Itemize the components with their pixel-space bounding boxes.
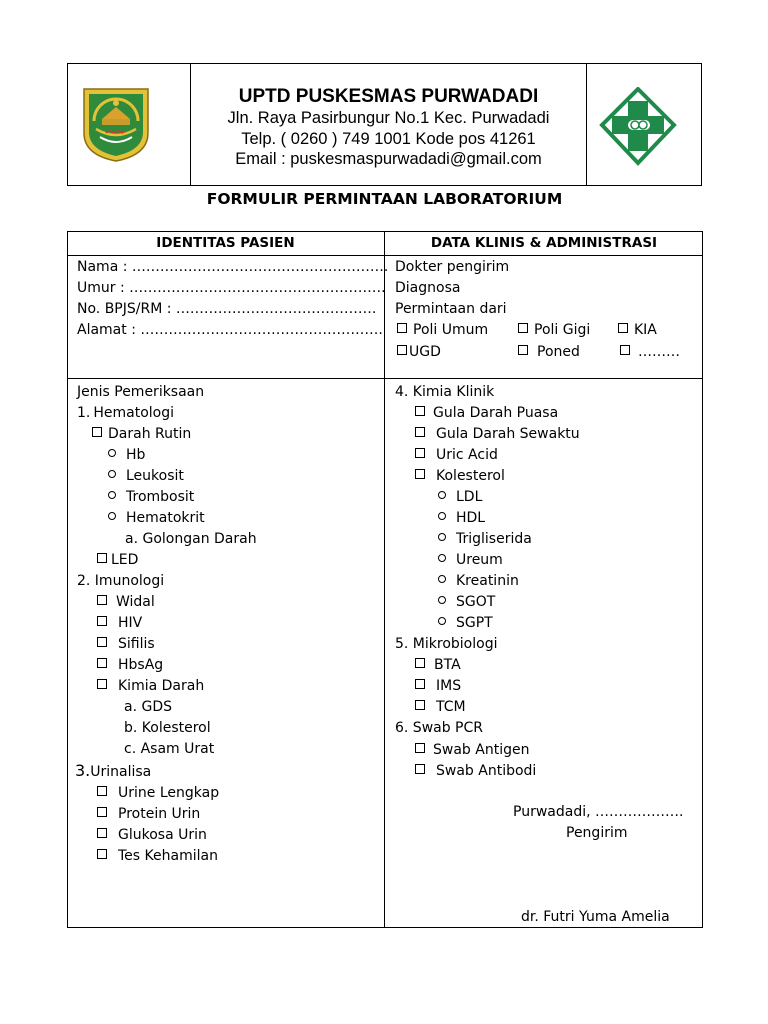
checkbox-label: LED: [111, 552, 139, 568]
checkbox-label: Tes Kehamilan: [118, 848, 218, 864]
checkbox-label: UGD: [409, 344, 441, 360]
option-label: Ureum: [456, 552, 503, 568]
option-label: Trigliserida: [456, 531, 532, 547]
letterhead-divider: [586, 63, 587, 186]
circle-bullet-icon[interactable]: [108, 449, 116, 457]
circle-bullet-icon[interactable]: [438, 596, 446, 604]
checkbox-label: ………: [638, 344, 680, 360]
checkbox-poli-gigi[interactable]: [518, 320, 590, 341]
checkbox-icon[interactable]: [415, 469, 425, 479]
form-title: FORMULIR PERMINTAAN LABORATORIUM: [206, 190, 563, 208]
clinic-phone: Telp. ( 0260 ) 749 1001 Kode pos 41261: [241, 129, 536, 148]
checkbox-icon[interactable]: [97, 595, 107, 605]
circle-bullet-icon[interactable]: [438, 617, 446, 625]
section-swab-pcr: 6. Swab PCR: [395, 720, 484, 736]
checkbox-label: Glukosa Urin: [118, 827, 207, 843]
checkbox-swab-antigen[interactable]: [415, 740, 529, 761]
option-label: HDL: [456, 510, 486, 526]
signature-place-date[interactable]: Purwadadi, ……………….: [513, 804, 684, 820]
checkbox-poli-umum[interactable]: [397, 320, 488, 341]
option-hematokrit[interactable]: [108, 508, 205, 529]
option-trombosit[interactable]: [108, 487, 194, 508]
section-label: Hematologi: [93, 405, 175, 421]
checkbox-icon[interactable]: [415, 406, 425, 416]
checkbox-icon[interactable]: [415, 448, 425, 458]
checkbox-tes-kehamilan[interactable]: [97, 846, 218, 867]
option-label: LDL: [456, 489, 483, 505]
checkbox-icon[interactable]: [97, 637, 107, 647]
option-hb[interactable]: [108, 445, 145, 466]
circle-bullet-icon[interactable]: [108, 491, 116, 499]
checkbox-label: BTA: [434, 657, 461, 673]
checkbox-gula-darah-sewaktu[interactable]: [415, 424, 580, 445]
circle-bullet-icon[interactable]: [108, 512, 116, 520]
option-ureum[interactable]: [438, 550, 503, 571]
section-number: 3.: [75, 761, 91, 780]
section-mikrobiologi: 5. Mikrobiologi: [395, 636, 498, 652]
option-hdl[interactable]: [438, 508, 485, 529]
clinic-address: Jln. Raya Pasirbungur No.1 Kec. Purwadadi: [227, 109, 550, 127]
checkbox-icon[interactable]: [618, 323, 628, 333]
checkbox-label: Protein Urin: [118, 806, 201, 822]
clinic-name: UPTD PUSKESMAS PURWADADI: [238, 86, 539, 107]
option-label: Kreatinin: [456, 573, 519, 589]
checkbox-darah-rutin[interactable]: [92, 424, 191, 445]
checkbox-gula-darah-puasa[interactable]: [415, 403, 558, 424]
checkbox-icon[interactable]: [97, 786, 107, 796]
checkbox-label: Darah Rutin: [108, 426, 192, 442]
checkbox-kia[interactable]: [618, 320, 657, 341]
section-kimia-klinik: 4. Kimia Klinik: [395, 384, 495, 400]
section-urinalisa: [75, 760, 151, 783]
checkbox-poned[interactable]: [518, 342, 580, 363]
checkbox-label: Swab Antibodi: [436, 763, 537, 779]
checkbox-icon[interactable]: [415, 743, 425, 753]
circle-bullet-icon[interactable]: [438, 491, 446, 499]
field-alamat[interactable]: Alamat : …………………………………………….: [77, 322, 383, 338]
signature-name: dr. Futri Yuma Amelia: [521, 909, 670, 925]
checkbox-icon[interactable]: [97, 828, 107, 838]
checkbox-uric-acid[interactable]: [415, 445, 498, 466]
circle-bullet-icon[interactable]: [108, 470, 116, 478]
letterhead-text: [191, 63, 586, 170]
checkbox-icon[interactable]: [97, 679, 107, 689]
checkbox-other[interactable]: [620, 342, 680, 363]
option-kreatinin[interactable]: [438, 571, 519, 592]
checkbox-icon[interactable]: [518, 323, 528, 333]
checkbox-tcm[interactable]: [415, 697, 466, 718]
option-sgpt[interactable]: [438, 613, 493, 634]
option-trigliserida[interactable]: [438, 529, 532, 550]
option-kolesterol[interactable]: b. Kolesterol: [124, 720, 211, 736]
column-header-identitas: IDENTITAS PASIEN: [156, 235, 295, 251]
checkbox-label: Kimia Darah: [118, 678, 205, 694]
checkbox-icon[interactable]: [397, 323, 407, 333]
option-label: SGOT: [456, 594, 496, 610]
checkbox-sifilis[interactable]: [97, 634, 155, 655]
checkbox-glukosa-urin[interactable]: [97, 825, 207, 846]
checkbox-widal[interactable]: [97, 592, 155, 613]
signature-role: Pengirim: [566, 825, 628, 841]
option-label: SGPT: [456, 615, 493, 631]
checkbox-icon[interactable]: [92, 427, 102, 437]
circle-bullet-icon[interactable]: [438, 575, 446, 583]
checkbox-icon[interactable]: [620, 345, 630, 355]
checkbox-label: Gula Darah Puasa: [433, 405, 559, 421]
clinic-email: Email : puskesmaspurwadadi@gmail.com: [235, 150, 542, 168]
checkbox-urine-lengkap[interactable]: [97, 783, 219, 804]
field-diagnosa: Diagnosa: [395, 280, 461, 296]
checkbox-label: Urine Lengkap: [118, 785, 220, 801]
checkbox-ugd[interactable]: [397, 342, 441, 363]
option-sgot[interactable]: [438, 592, 495, 613]
checkbox-icon[interactable]: [415, 679, 425, 689]
checkbox-icon[interactable]: [97, 849, 107, 859]
option-asam-urat[interactable]: c. Asam Urat: [124, 741, 215, 757]
checkbox-label: HbsAg: [118, 657, 164, 673]
checkbox-icon[interactable]: [97, 553, 107, 563]
checkbox-led[interactable]: [97, 550, 138, 571]
checkbox-label: Kolesterol: [436, 468, 505, 484]
section-imunologi: 2. Imunologi: [77, 573, 165, 589]
checkbox-icon[interactable]: [415, 427, 425, 437]
checkbox-icon[interactable]: [415, 764, 425, 774]
table-header-divider: [67, 255, 703, 256]
checkbox-kolesterol[interactable]: [415, 466, 505, 487]
option-label: Hb: [126, 447, 146, 463]
checkbox-kimia-darah[interactable]: [97, 676, 204, 697]
circle-bullet-icon[interactable]: [438, 512, 446, 520]
option-ldl[interactable]: [438, 487, 482, 508]
checkbox-label: Uric Acid: [436, 447, 498, 463]
checkbox-label: Swab Antigen: [433, 742, 530, 758]
field-nama[interactable]: Nama : ……………………………………………….: [77, 259, 389, 275]
option-label: Trombosit: [126, 489, 195, 505]
checkbox-label: Poned: [537, 344, 580, 360]
option-leukosit[interactable]: [108, 466, 184, 487]
checkbox-protein-urin[interactable]: [97, 804, 200, 825]
checkbox-icon[interactable]: [415, 700, 425, 710]
field-dokter-pengirim: Dokter pengirim: [395, 259, 510, 275]
puskesmas-logo-icon: [598, 87, 678, 167]
checkbox-icon[interactable]: [97, 658, 107, 668]
checkbox-icon[interactable]: [518, 345, 528, 355]
checkbox-hbsag[interactable]: [97, 655, 163, 676]
option-label: Hematokrit: [126, 510, 205, 526]
option-label: Leukosit: [126, 468, 184, 484]
checkbox-icon[interactable]: [97, 807, 107, 817]
section-number: 1.: [77, 405, 91, 421]
column-header-data-klinis: DATA KLINIS & ADMINISTRASI: [430, 235, 658, 251]
checkbox-label: Gula Darah Sewaktu: [436, 426, 580, 442]
table-column-divider: [384, 231, 385, 928]
checkbox-label: Poli Gigi: [534, 322, 591, 338]
field-permintaan-dari: Permintaan dari: [395, 301, 507, 317]
subang-emblem-icon: [80, 85, 152, 163]
field-bpjs-rm[interactable]: No. BPJS/RM : …………………………………….: [77, 301, 377, 317]
circle-bullet-icon[interactable]: [438, 554, 446, 562]
checkbox-icon[interactable]: [415, 658, 425, 668]
checkbox-icon[interactable]: [397, 345, 407, 355]
checkbox-icon[interactable]: [97, 616, 107, 626]
checkbox-label: KIA: [634, 322, 657, 338]
section-hematologi: [77, 403, 174, 424]
field-umur[interactable]: Umur : ……………………………………………….: [77, 280, 386, 296]
checkbox-swab-antibodi[interactable]: [415, 761, 536, 782]
option-gds[interactable]: a. GDS: [124, 699, 172, 715]
option-golongan-darah[interactable]: a. Golongan Darah: [125, 531, 257, 547]
checkbox-hiv[interactable]: [97, 613, 142, 634]
checkbox-label: IMS: [436, 678, 462, 694]
section-jenis-pemeriksaan: Jenis Pemeriksaan: [77, 384, 205, 400]
checkbox-label: Poli Umum: [413, 322, 489, 338]
table-row-divider: [67, 378, 703, 379]
checkbox-ims[interactable]: [415, 676, 461, 697]
checkbox-label: Widal: [116, 594, 155, 610]
checkbox-label: TCM: [436, 699, 466, 715]
checkbox-label: HIV: [118, 615, 143, 631]
section-label: Urinalisa: [90, 764, 152, 780]
checkbox-bta[interactable]: [415, 655, 461, 676]
circle-bullet-icon[interactable]: [438, 533, 446, 541]
checkbox-label: Sifilis: [118, 636, 155, 652]
